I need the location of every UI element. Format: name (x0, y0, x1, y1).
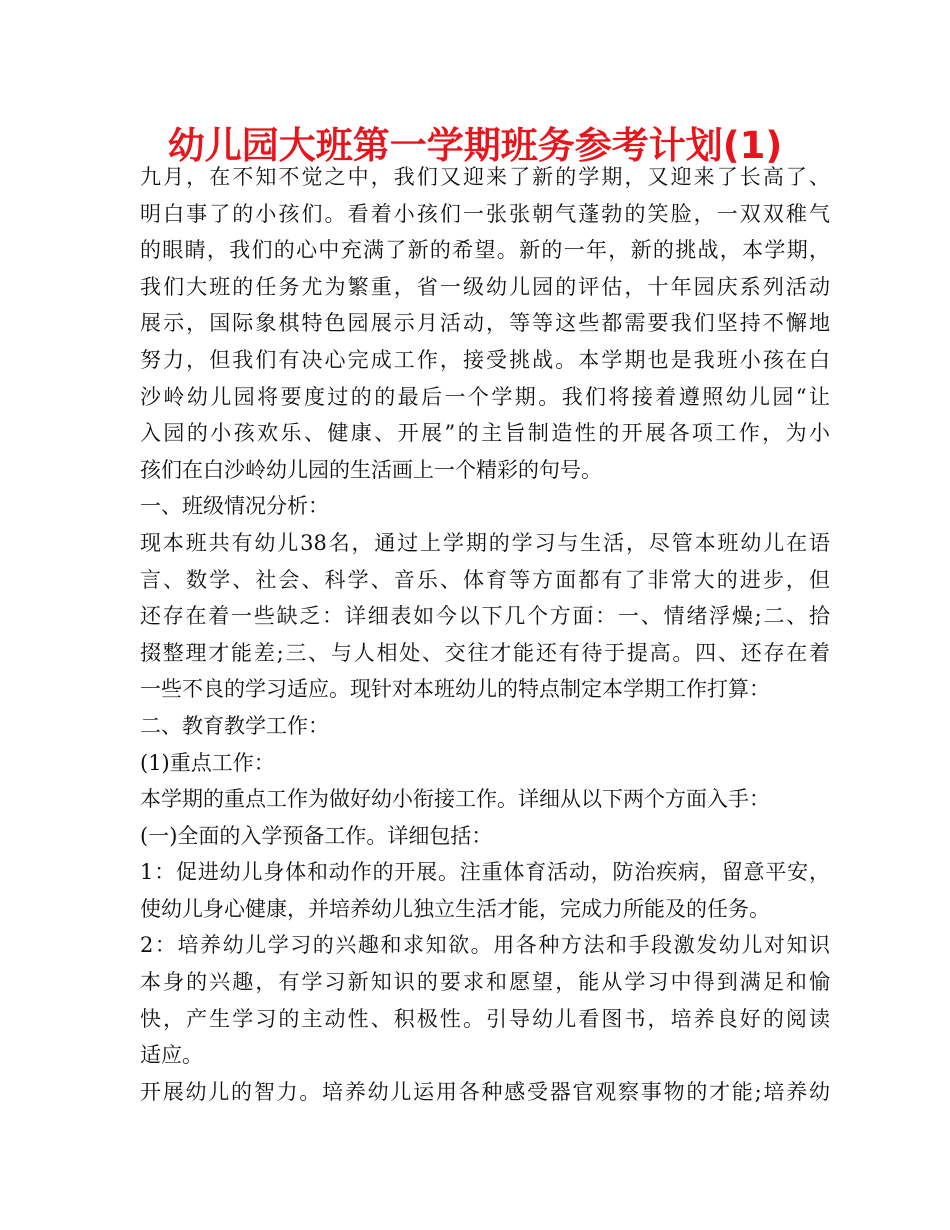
section-heading: 二、教育教学工作： (140, 713, 329, 738)
document-title: 幼儿园大班第一学期班务参考计划(1) (167, 124, 783, 167)
body-line: 1：促进幼儿身体和动作的开展。注重体育活动，防治疾病，留意平安， (140, 860, 830, 885)
body-line: 我们大班的任务尤为繁重，省一级幼儿园的评估，十年园庆系列活动 (140, 274, 830, 299)
body-line: 还存在着一些缺乏：详细表如今以下几个方面：一、情绪浮燥;二、拾 (140, 604, 830, 629)
body-line: 适应。 (140, 1043, 203, 1068)
body-line: 九月，在不知不觉之中，我们又迎来了新的学期，又迎来了长高了、 (140, 165, 830, 189)
subsection-heading: (一)全面的入学预备工作。详细包括： (140, 823, 493, 848)
body-line: 使幼儿身心健康，并培养幼儿独立生活才能，完成力所能及的任务。 (140, 896, 770, 921)
body-line: 沙岭幼儿园将要度过的的最后一个学期。我们将接着遵照幼儿园“让 (140, 384, 830, 409)
document-body (140, 159, 830, 1110)
body-line: 的眼睛，我们的心中充满了新的希望。新的一年，新的挑战，本学期， (140, 238, 830, 263)
section-heading: 一、班级情况分析： (140, 494, 329, 519)
body-line: 开展幼儿的智力。培养幼儿运用各种感受器官观察事物的才能;培养幼 (140, 1079, 830, 1104)
body-line: 2：培养幼儿学习的兴趣和求知欲。用各种方法和手段激发幼儿对知识 (140, 933, 830, 958)
body-line: 本身的兴趣，有学习新知识的要求和愿望，能从学习中得到满足和愉 (140, 970, 830, 995)
body-line: 快，产生学习的主动性、积极性。引导幼儿看图书，培养良好的阅读 (140, 1006, 830, 1031)
body-line: 本学期的重点工作为做好幼小衔接工作。详细从以下两个方面入手： (140, 787, 770, 812)
body-line: 展示，国际象棋特色园展示月活动，等等这些都需要我们坚持不懈地 (140, 311, 830, 336)
body-line: 一些不良的学习适应。现针对本班幼儿的特点制定本学期工作打算： (140, 677, 770, 702)
body-line: 努力，但我们有决心完成工作，接受挑战。本学期也是我班小孩在白 (140, 347, 830, 372)
body-line: 明白事了的小孩们。看着小孩们一张张朝气蓬勃的笑脸，一双双稚气 (140, 201, 830, 226)
subsection-heading: (1)重点工作： (140, 750, 275, 775)
body-line: 入园的小孩欢乐、健康、开展”的主旨制造性的开展各项工作，为小 (140, 421, 830, 446)
body-line: 孩们在白沙岭幼儿园的生活画上一个精彩的句号。 (140, 457, 602, 482)
body-line: 掇整理才能差;三、与人相处、交往才能还有待于提高。四、还存在着 (140, 640, 830, 665)
body-line: 现本班共有幼儿38名，通过上学期的学习与生活，尽管本班幼儿在语 (140, 530, 830, 555)
body-line: 言、数学、社会、科学、音乐、体育等方面都有了非常大的进步，但 (140, 567, 830, 592)
